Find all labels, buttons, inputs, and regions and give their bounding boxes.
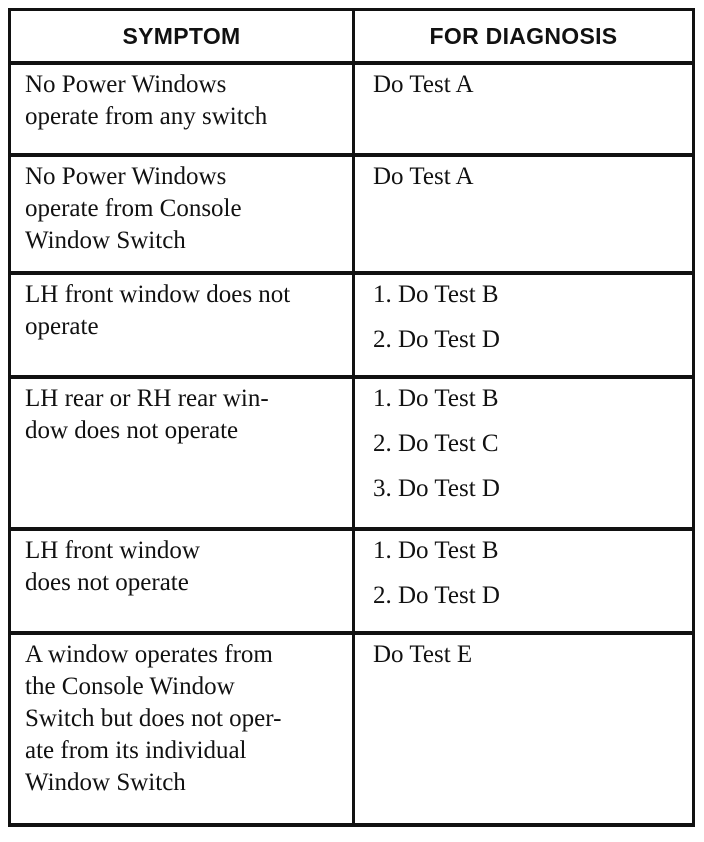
diagnosis-cell	[354, 63, 694, 155]
table-row	[10, 529, 694, 633]
symptom-text: does not operate	[25, 569, 189, 596]
diagnosis-cell	[354, 633, 694, 825]
symptom-cell	[10, 63, 354, 155]
symptom-text: operate from Console	[25, 195, 242, 222]
symptom-text: Window Switch	[25, 769, 186, 796]
symptom-text: No Power Windows	[25, 71, 227, 98]
symptom-text: the Console Window	[25, 673, 235, 700]
symptom-header: SYMPTOM	[10, 10, 354, 64]
symptom-text: operate from any switch	[25, 103, 268, 130]
diagnosis-cell	[354, 529, 694, 633]
symptom-text: LH front window does not	[25, 281, 291, 308]
diagnosis-step: 1. Do Test B	[373, 385, 499, 412]
table-row	[10, 155, 694, 273]
diagnosis-step: 2. Do Test D	[373, 582, 500, 609]
symptom-text: operate	[25, 313, 99, 340]
diagnosis-step: 2. Do Test C	[373, 430, 499, 457]
symptom-cell	[10, 633, 354, 825]
diagnosis-step: Do Test A	[373, 71, 474, 98]
symptom-text: LH front window	[25, 537, 200, 564]
diagnosis-cell	[354, 377, 694, 529]
diagnosis-step: Do Test E	[373, 641, 473, 668]
symptom-text: Window Switch	[25, 227, 186, 254]
symptom-cell	[10, 377, 354, 529]
symptom-text: LH rear or RH rear win-	[25, 385, 269, 412]
symptom-text: No Power Windows	[25, 163, 227, 190]
diagnosis-cell	[354, 155, 694, 273]
diagnosis-step: 2. Do Test D	[373, 326, 500, 353]
table-row	[10, 63, 694, 155]
symptom-cell	[10, 273, 354, 377]
diagnosis-step: 1. Do Test B	[373, 281, 499, 308]
symptom-cell	[10, 155, 354, 273]
symptom-text: dow does not operate	[25, 417, 239, 444]
diagnosis-step: 3. Do Test D	[373, 475, 500, 502]
symptom-text: ate from its individual	[25, 737, 247, 764]
diagnosis-step: 1. Do Test B	[373, 537, 499, 564]
table-row	[10, 377, 694, 529]
symptom-cell	[10, 529, 354, 633]
symptom-text: Switch but does not oper-	[25, 705, 282, 732]
table-row	[10, 633, 694, 825]
diagnosis-cell	[354, 273, 694, 377]
diagnosis-header: FOR DIAGNOSIS	[354, 10, 694, 64]
symptom-text: A window operates from	[25, 641, 273, 668]
header-row	[10, 10, 694, 64]
diagnosis-step: Do Test A	[373, 163, 474, 190]
table-row	[10, 273, 694, 377]
diagnosis-table	[8, 8, 695, 827]
